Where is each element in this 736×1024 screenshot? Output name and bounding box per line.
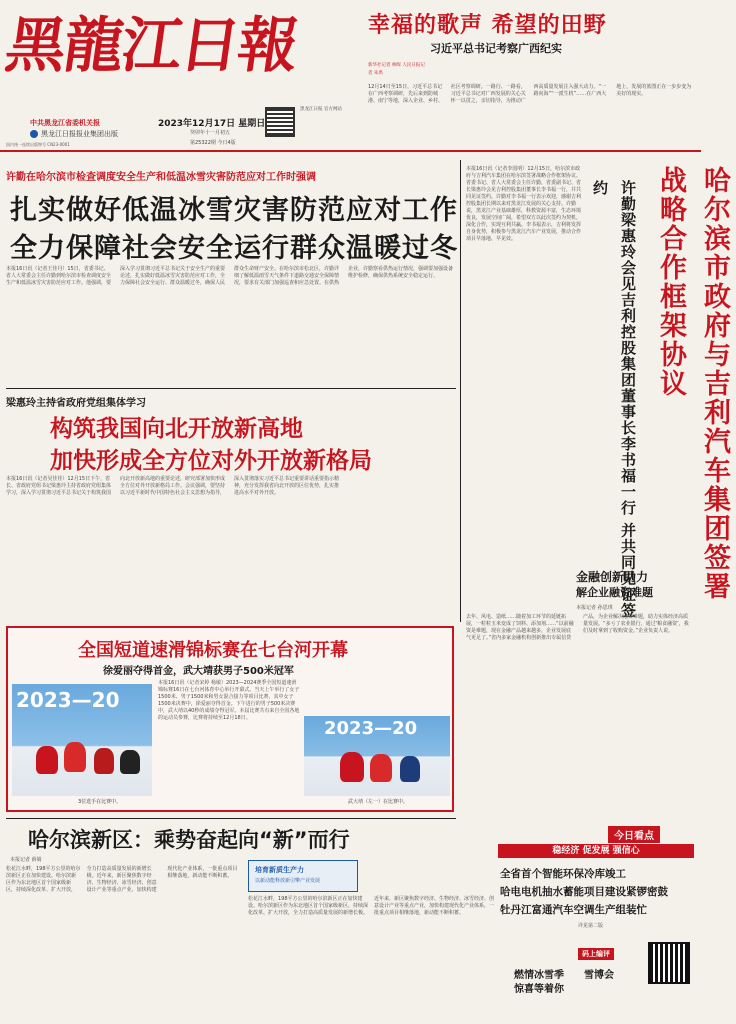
second-story-body: 本报16日讯（记者吴佳佳）12月15日下午，省长、省政府党组书记梁惠玲主持省政府党组集体学习，深入学习贯彻习近平总书记关于构筑我国向北开放新高地的重要论述，研究部署加快形成全方位对外开放新格局工作。会议强调，要坚持以习近平新时代中国特色社会主义思想为指导，深入贯彻落实习近平总书记重要讲话重要指示精神，充分发挥我省向北开放的区位优势，扎实推进高水平对外开放。 bbox=[6, 476, 340, 496]
sports-box bbox=[6, 626, 454, 812]
finance-body: 去年、风电、造纸……随着加工环节的延链拓展，一粒粒玉米变成了饲料、添加剂……“以前融资是难题，现在金融产品越来越多，企业发展底气更足了。”省内多家金融机构创新推出专属信贷产品，为企业解决融资难题，助力实体经济高质量发展。“多亏了农业银行，通过‘粮食融资’，我们及时拿到了收购资金。”企业负责人说。 bbox=[466, 614, 689, 641]
masthead bbox=[0, 0, 362, 150]
skater-figure-icon bbox=[94, 748, 114, 774]
skater-figure-icon bbox=[36, 746, 58, 774]
skater-figure-icon bbox=[400, 756, 420, 782]
second-story-kicker: 梁惠玲主持省政府党组集体学习 bbox=[6, 398, 146, 409]
qr-code-icon[interactable] bbox=[265, 107, 295, 137]
publisher-logo-icon bbox=[30, 130, 38, 138]
right-story-subhead: 许勤梁惠玲会见吉利控股集团董事长李书福一行 并共同见证签约 bbox=[591, 180, 637, 619]
top-story-headline[interactable]: 幸福的歌声 希望的田野 bbox=[368, 13, 607, 38]
top-story-body: 12月14日至15日，习近平总书记在广西考察调研，先后来到防城港、南宁等地，深入企业、乡村、社区考察调研。一路行、一路看，习近平总书记对广西发展的关心关怀一以贯之，亲切指导，为推动广西高质量发展注入强大动力。“一路向海”“一派生机”……在广西大地上，发展的蓝图正在一步步变为美好的现实。 bbox=[368, 84, 692, 104]
qr-caption: 黑龙江日报 官方网站 bbox=[300, 107, 342, 112]
today-box bbox=[498, 826, 694, 1018]
harbin-box-line-2: 以新动能释放新引擎产业发展 bbox=[255, 878, 321, 884]
masthead-lunar: 癸卯年十一月初五 bbox=[190, 130, 231, 136]
harbin-box bbox=[248, 860, 358, 892]
sports-body: 本报16日讯（记者宋婷 杨敏）2023—2024赛季全国短道速滑锦标赛16日在七台河体育中心举行开幕式。当天上午举行了女子1500米、男子1500米和男女混合接力等项目比赛，其中女子1500米决赛中，徐爱丽夺得首金。下午进行的男子500米决赛中，武大靖以40秒的成绩夺得冠军。本届比赛共有来自全国各地的运动员参赛，比赛将持续至12月18日。 bbox=[158, 680, 300, 721]
skater-figure-icon bbox=[64, 742, 86, 772]
sports-caption-left: 3位选手在比赛中。 bbox=[78, 799, 122, 805]
sports-photo-left bbox=[12, 684, 152, 796]
harbin-headline[interactable]: 哈尔滨新区：乘势奋起向“新”而行 bbox=[28, 828, 350, 852]
today-banner: 稳经济 促发展 强信心 bbox=[498, 844, 694, 858]
harbin-box-line-1: 培育新质生产力 bbox=[255, 866, 304, 874]
right-story-body: 本报16日讯（记者李国明）12月15日，哈尔滨市政府与吉利汽车集团在哈尔滨签署战略合作框架协议。省委书记、省人大常委会主任许勤，省委副书记、省长梁惠玲会见吉利控股集团董事长李书福一行，并共同见证签约。许勤对李书福一行表示欢迎，感谢吉利控股集团长期以来对黑龙江发展的关心支持。许勤说，黑龙江产业基础雄厚，科教资源丰富，生态环境优良，发展空间广阔，希望双方以此次签约为契机，深化合作，实现互利共赢。李书福表示，吉利将发挥自身优势，积极参与黑龙江汽车产业发展，推动合作项目早落地、早见效。 bbox=[466, 166, 582, 242]
issue-codes: 国内统一连续出版物号 CN23-0001 bbox=[6, 142, 70, 147]
publisher: 黑龙江日报报业集团出版 bbox=[41, 130, 118, 138]
today-item-3[interactable]: 牡丹江富通汽车空调生产组装忙 bbox=[500, 904, 647, 916]
second-story-headline-2[interactable]: 加快形成全方位对外开放新格局 bbox=[50, 448, 372, 474]
finance-headline[interactable]: 金融创新助力 bbox=[576, 570, 649, 584]
today-page-ref: 详见第二版 bbox=[578, 923, 604, 929]
masthead-logo: 黑龍江日報 bbox=[1, 11, 301, 81]
second-story-headline-1[interactable]: 构筑我国向北开放新高地 bbox=[50, 416, 303, 442]
harbin-byline: 本报记者 薛婧 bbox=[10, 857, 42, 863]
lead-divider bbox=[6, 388, 456, 389]
right-column-divider bbox=[460, 160, 461, 622]
today-qr-line-1: 燃情冰雪季 bbox=[514, 970, 564, 981]
lead-story-body: 本报16日讯（记者王佳丹）15日，省委书记、省人大常委会主任许勤到哈尔滨市检查调度安全生产和低温冰雪灾害防范应对工作。他强调，要深入学习贯彻习近平总书记关于安全生产的重要论述，扎实做好低温冰雪灾害防范应对工作，全力保障社会安全运行、群众温暖过冬，确保人民群众生命财产安全。在哈尔滨市松北区，许勤详细了解低温雨雪天气条件下道路交通安全保障情况，要求有关部门加强巡查和应急处置。在供热企业，许勤察看供热运行情况，强调要加强设备维护检修，确保供热系统安全稳定运行。 bbox=[6, 266, 454, 286]
skater-figure-icon bbox=[340, 752, 364, 782]
harbin-body-right: 松花江水畔，198平方公里的哈尔滨新区正在加快建设。哈尔滨新区作为东北地区首个国家级新区，持续深化改革、扩大开放，全力打造高质量发展的新增长极。近年来，新区聚焦数字经济、生物经济、冰雪经济、创意设计产业等重点产业，加快构建现代化产业体系，一批重点项目相继落地，新动能不断积蓄。 bbox=[248, 896, 495, 916]
sports-subhead: 徐爱丽夺得首金，武大靖获男子500米冠军 bbox=[103, 666, 294, 677]
lead-story-kicker: 许勤在哈尔滨市检查调度安全生产和低温冰雪灾害防范应对工作时强调 bbox=[6, 172, 316, 183]
today-item-2[interactable]: 哈电电机抽水蓄能项目建设紧锣密鼓 bbox=[500, 886, 668, 898]
today-qr-line-2: 雪博会 bbox=[584, 970, 614, 981]
today-qr-line-3: 惊喜等着你 bbox=[514, 984, 564, 995]
sports-banner-left: 2023—20 bbox=[16, 688, 120, 712]
sports-headline[interactable]: 全国短道速滑锦标赛在七台河开幕 bbox=[78, 640, 348, 661]
masthead-org: 中共黑龙江省委机关报 bbox=[30, 119, 100, 127]
today-item-1[interactable]: 全省首个智能环保冷库竣工 bbox=[500, 868, 626, 880]
masthead-divider bbox=[0, 150, 701, 152]
finance-byline: 本报记者 孙思琪 bbox=[576, 605, 613, 611]
today-title: 今日看点 bbox=[608, 826, 660, 843]
sports-photo-right bbox=[304, 716, 450, 796]
skater-figure-icon bbox=[120, 750, 140, 774]
bottom-divider bbox=[6, 818, 456, 819]
lead-story-headline-2[interactable]: 全力保障社会安全运行群众温暖过冬 bbox=[10, 233, 458, 264]
today-qr-title: 码上编评 bbox=[578, 948, 614, 960]
sports-banner-right: 2023—20 bbox=[324, 718, 418, 739]
lead-story-headline-1[interactable]: 扎实做好低温冰雪灾害防范应对工作 bbox=[10, 195, 458, 226]
qr-code-icon[interactable] bbox=[648, 942, 690, 984]
top-story-byline: 新华社记者 林晖 人民日报记者 朱禹 bbox=[368, 63, 425, 76]
masthead-date: 2023年12月17日 星期日 bbox=[158, 119, 266, 129]
harbin-body-left: 松花江水畔，198平方公里的哈尔滨新区正在加快建设。哈尔滨新区作为东北地区首个国家级新区，持续深化改革、扩大开放，全力打造高质量发展的新增长极。近年来，新区聚焦数字经济、生物经济、冰雪经济、创意设计产业等重点产业，加快构建现代化产业体系，一批重点项目相继落地，新动能不断积蓄。 bbox=[6, 866, 238, 893]
sports-caption-right: 武大靖（左一）在比赛中。 bbox=[348, 799, 409, 805]
finance-subhead: 解企业融资难题 bbox=[576, 586, 653, 599]
top-story-subhead: 习近平总书记考察广西纪实 bbox=[430, 42, 562, 55]
masthead-issue: 第25322期 今日4版 bbox=[190, 140, 236, 146]
skater-figure-icon bbox=[370, 754, 392, 782]
right-story-headline[interactable]: 哈尔滨市政府与吉利汽车集团签署战略合作框架协议 bbox=[655, 166, 730, 601]
